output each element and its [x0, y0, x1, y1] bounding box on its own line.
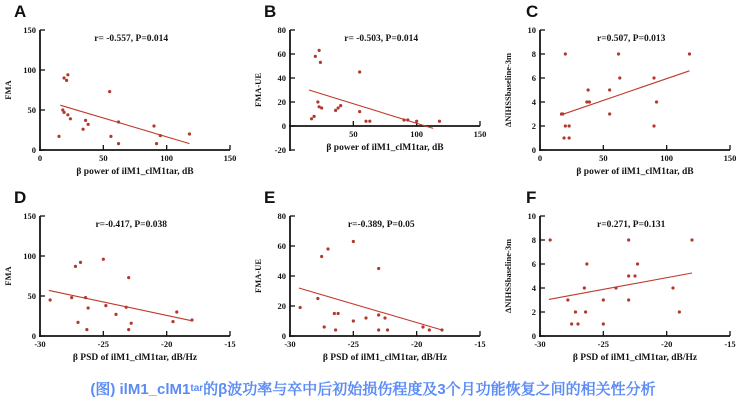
- chart-svg: [500, 202, 746, 370]
- svg-text:-25: -25: [597, 339, 610, 349]
- svg-text:β power of ilM1_clM1tar, dB: β power of ilM1_clM1tar, dB: [576, 167, 694, 177]
- svg-text:50: 50: [349, 129, 358, 139]
- svg-text:FMA: FMA: [3, 266, 13, 286]
- svg-text:100: 100: [660, 153, 674, 163]
- svg-text:10: 10: [527, 25, 536, 35]
- svg-text:100: 100: [160, 153, 174, 163]
- figure-caption: [0, 372, 746, 405]
- svg-text:-30: -30: [34, 339, 46, 349]
- svg-text:β PSD of ilM1_clM1tar, dB/Hz: β PSD of ilM1_clM1tar, dB/Hz: [572, 353, 698, 363]
- caption-subscript: tar: [190, 383, 204, 394]
- svg-text:-25: -25: [97, 339, 110, 349]
- svg-text:6: 6: [531, 259, 536, 269]
- scatter-plot-c: [500, 16, 746, 189]
- svg-text:r=-0.389, P=0.05: r=-0.389, P=0.05: [347, 220, 415, 230]
- panel-b: [250, 0, 500, 186]
- svg-text:-30: -30: [534, 339, 546, 349]
- svg-text:0: 0: [537, 153, 543, 163]
- svg-text:-20: -20: [660, 339, 673, 349]
- svg-text:8: 8: [531, 49, 536, 59]
- panel-f: [500, 186, 746, 372]
- svg-text:150: 150: [723, 153, 737, 163]
- svg-text:50: 50: [27, 105, 36, 115]
- svg-text:FMA: FMA: [3, 80, 13, 100]
- panel-label-e: E: [264, 188, 276, 207]
- scatter-plot-b: [250, 16, 496, 189]
- svg-text:-15: -15: [474, 339, 486, 349]
- svg-text:β PSD of ilM1_clM1tar, dB/Hz: β PSD of ilM1_clM1tar, dB/Hz: [322, 353, 448, 363]
- scatter-plot-f: [500, 202, 746, 375]
- scatter-plot-e: [250, 202, 496, 375]
- svg-text:r=-0.417, P=0.038: r=-0.417, P=0.038: [95, 220, 167, 230]
- chart-svg: [250, 16, 496, 184]
- svg-text:4: 4: [531, 97, 536, 107]
- svg-text:150: 150: [23, 211, 36, 221]
- svg-text:r= -0.557, P=0.014: r= -0.557, P=0.014: [94, 34, 169, 44]
- panel-e: [250, 186, 500, 372]
- chart-svg: [0, 16, 246, 184]
- panel-label-b: B: [264, 2, 277, 21]
- svg-text:0: 0: [31, 145, 36, 155]
- svg-text:ΔNIHSSbaseline-3m: ΔNIHSSbaseline-3m: [503, 52, 513, 128]
- svg-text:-15: -15: [724, 339, 736, 349]
- caption-prefix: (图) ilM1_clM1: [90, 381, 191, 398]
- panel-d: [0, 186, 250, 372]
- svg-text:100: 100: [410, 129, 424, 139]
- svg-text:0: 0: [37, 153, 43, 163]
- svg-text:8: 8: [531, 235, 536, 245]
- svg-text:0: 0: [281, 331, 286, 341]
- svg-text:80: 80: [277, 25, 286, 35]
- svg-text:4: 4: [531, 283, 536, 293]
- svg-text:0: 0: [531, 145, 536, 155]
- svg-text:-20: -20: [274, 145, 286, 155]
- svg-text:6: 6: [531, 73, 536, 83]
- svg-text:40: 40: [277, 73, 286, 83]
- chart-svg: [500, 16, 746, 184]
- figure-row-bottom: [0, 186, 746, 372]
- svg-text:50: 50: [27, 291, 36, 301]
- svg-text:150: 150: [23, 25, 36, 35]
- svg-text:FMA-UE: FMA-UE: [253, 73, 263, 107]
- svg-text:50: 50: [599, 153, 608, 163]
- svg-text:0: 0: [31, 331, 36, 341]
- caption-suffix: 的β波功率与卒中后初始损伤程度及3个月功能恢复之间的相关性分析: [203, 381, 656, 398]
- svg-text:FMA-UE: FMA-UE: [253, 259, 263, 293]
- svg-text:0: 0: [531, 331, 536, 341]
- svg-text:2: 2: [531, 307, 536, 317]
- svg-text:-20: -20: [160, 339, 173, 349]
- panel-c: [500, 0, 746, 186]
- svg-text:20: 20: [277, 97, 286, 107]
- svg-text:60: 60: [277, 49, 286, 59]
- svg-text:150: 150: [223, 153, 237, 163]
- chart-svg: [0, 202, 246, 370]
- svg-text:150: 150: [473, 129, 487, 139]
- svg-text:ΔNIHSSbaseline-3m: ΔNIHSSbaseline-3m: [503, 238, 513, 314]
- svg-text:20: 20: [277, 301, 286, 311]
- svg-text:r=0.271, P=0.131: r=0.271, P=0.131: [597, 220, 666, 230]
- svg-text:-25: -25: [347, 339, 360, 349]
- svg-text:50: 50: [99, 153, 108, 163]
- svg-text:-30: -30: [284, 339, 296, 349]
- panel-label-f: F: [526, 188, 537, 207]
- svg-text:β PSD of ilM1_clM1tar, dB/Hz: β PSD of ilM1_clM1tar, dB/Hz: [72, 353, 198, 363]
- svg-text:100: 100: [23, 251, 36, 261]
- svg-text:2: 2: [531, 121, 536, 131]
- panel-a: [0, 0, 250, 186]
- svg-text:β power of ilM1_clM1tar, dB: β power of ilM1_clM1tar, dB: [326, 143, 444, 153]
- panel-label-d: D: [14, 188, 27, 207]
- svg-text:100: 100: [23, 65, 36, 75]
- svg-text:r= -0.503, P=0.014: r= -0.503, P=0.014: [344, 34, 419, 44]
- svg-text:60: 60: [277, 241, 286, 251]
- scatter-plot-d: [0, 202, 246, 375]
- svg-text:-15: -15: [224, 339, 236, 349]
- svg-text:0: 0: [281, 121, 286, 131]
- panel-label-c: C: [526, 2, 539, 21]
- scatter-plot-a: [0, 16, 246, 189]
- svg-text:40: 40: [277, 271, 286, 281]
- svg-text:80: 80: [277, 211, 286, 221]
- figure-row-top: [0, 0, 746, 186]
- svg-text:-20: -20: [410, 339, 423, 349]
- panel-label-a: A: [14, 2, 27, 21]
- chart-svg: [250, 202, 496, 370]
- svg-text:β power of ilM1_clM1tar, dB: β power of ilM1_clM1tar, dB: [76, 167, 194, 177]
- svg-text:r=0.507, P=0.013: r=0.507, P=0.013: [597, 34, 666, 44]
- svg-text:10: 10: [527, 211, 536, 221]
